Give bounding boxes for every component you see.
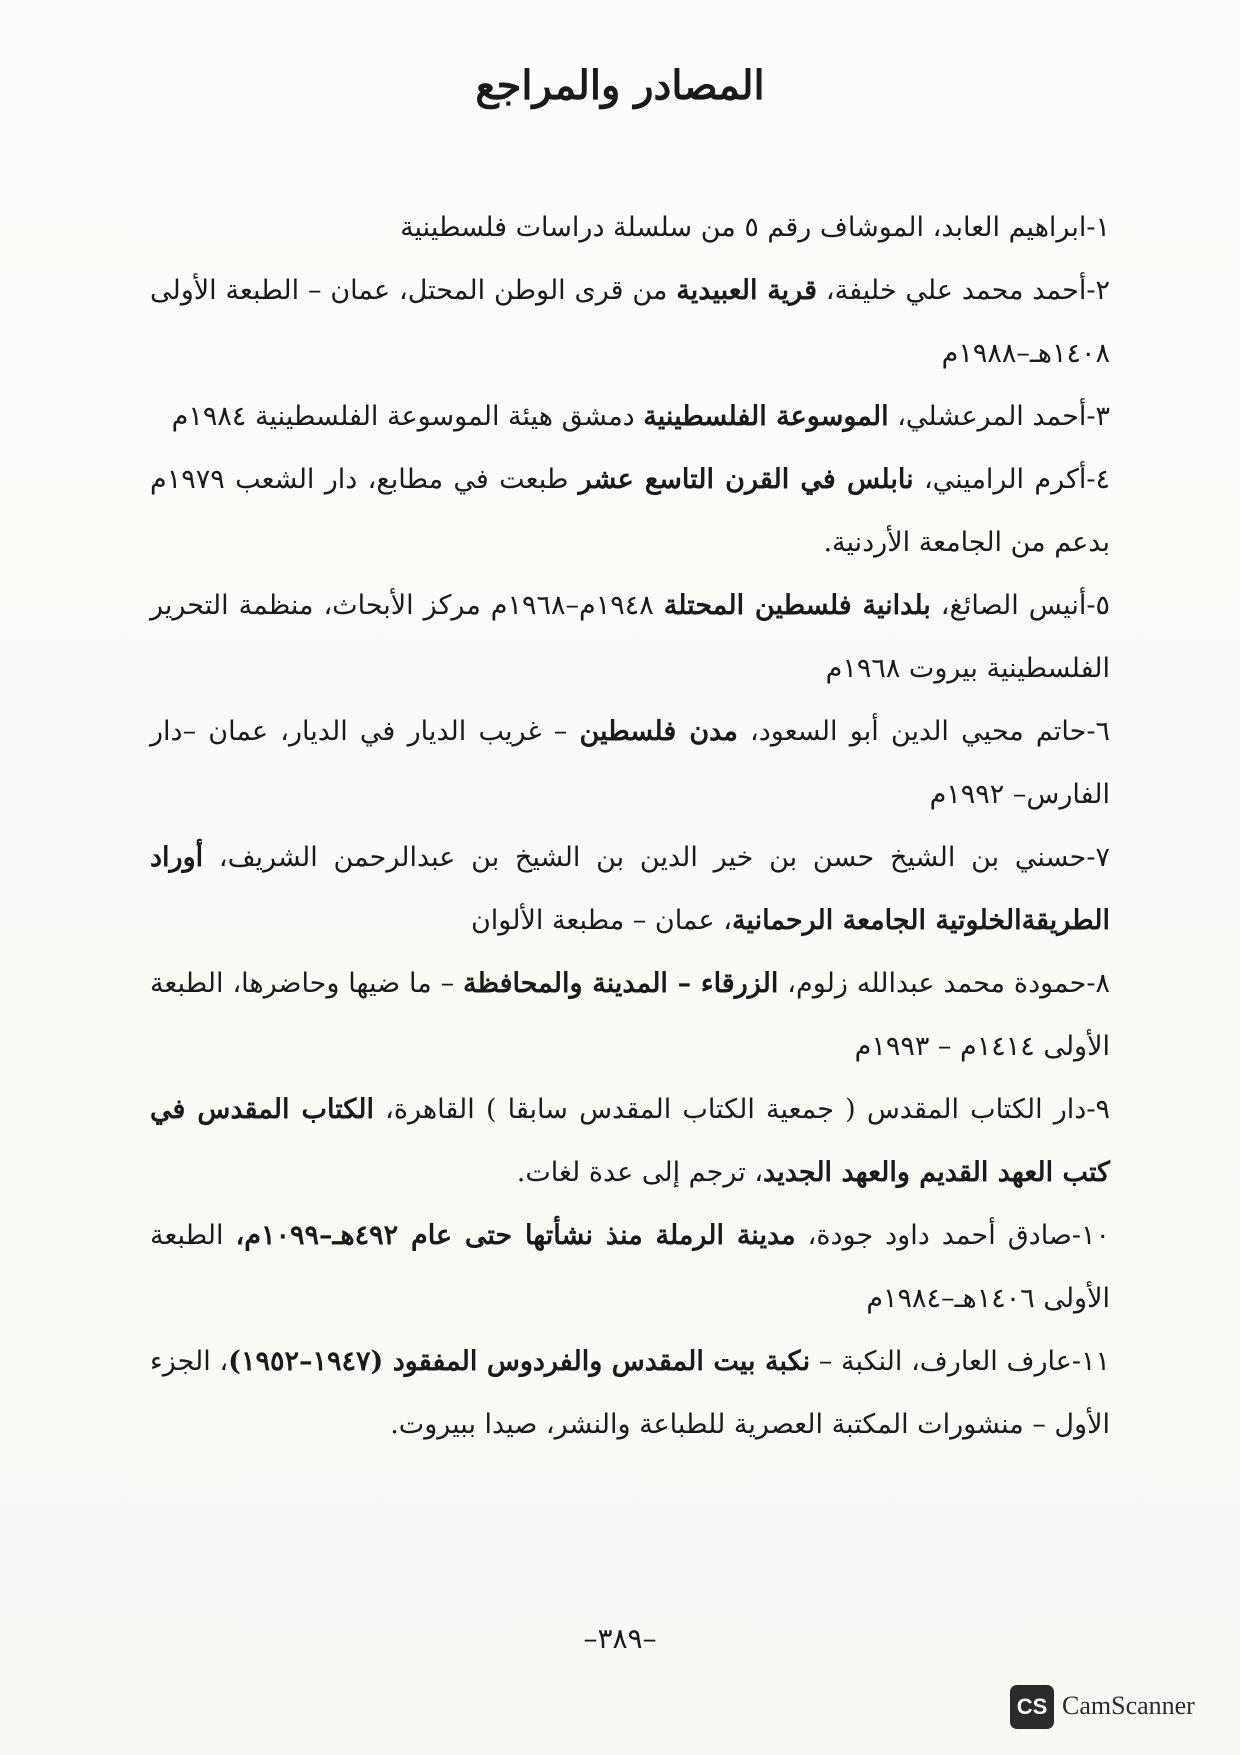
reference-text: من قرى الوطن المحتل، عمان – الطبعة الأولى ١٤٠٨هـ–١٩٨٨م (150, 275, 1110, 369)
reference-text: أحمد محمد علي خليفة، (817, 275, 1087, 306)
reference-number: ١١- (1071, 1346, 1111, 1377)
reference-text: عارف العارف، النكبة – (810, 1346, 1072, 1377)
reference-text: دمشق هيئة الموسوعة الفلسطينية ١٩٨٤م (171, 401, 644, 432)
references-list (150, 196, 1110, 1456)
reference-text: حسني بن الشيخ حسن بن خير الدين بن الشيخ بن عبدالرحمن الشريف، (203, 842, 1087, 873)
reference-number: ١- (1086, 212, 1110, 243)
reference-number: ٧- (1086, 842, 1110, 873)
reference-text: طبعت في مطابع، دار الشعب ١٩٧٩م بدعم من الجامعة الأردنية. (150, 464, 1110, 558)
page-title: المصادر والمراجع (475, 62, 765, 109)
reference-text: – ما ضيها وحاضرها، الطبعة الأولى ١٤١٤م – ١٩٩٣م (150, 968, 1110, 1062)
reference-item (150, 1330, 1110, 1456)
reference-text: دار الكتاب المقدس ( جمعية الكتاب المقدس سابقا ) القاهرة، (373, 1094, 1087, 1125)
reference-text: ، الجزء الأول – منشورات المكتبة العصرية للطباعة والنشر، صيدا ببيروت. (150, 1346, 1110, 1440)
reference-item (150, 826, 1110, 952)
reference-text: ابراهيم العابد، الموشاف رقم ٥ من سلسلة دراسات فلسطينية (400, 212, 1087, 243)
reference-number: ٥- (1086, 590, 1110, 621)
reference-text: – غريب الديار في الديار، عمان –دار الفارس– ١٩٩٢م (150, 716, 1110, 810)
reference-item (150, 448, 1110, 574)
reference-item (150, 574, 1110, 700)
reference-number: ٣- (1086, 401, 1110, 432)
reference-number: ٢- (1086, 275, 1110, 306)
reference-item (150, 259, 1110, 385)
reference-text: ، ترجم إلى عدة لغات. (516, 1157, 764, 1188)
reference-title: الموسوعة الفلسطينية (643, 401, 889, 432)
reference-text: صادق أحمد داود جودة، (795, 1220, 1072, 1251)
reference-item (150, 1204, 1110, 1330)
camscanner-logo-icon: CS (1010, 1685, 1054, 1729)
reference-text: حاتم محيي الدين أبو السعود، (737, 716, 1087, 747)
reference-title: نكبة بيت المقدس والفردوس المفقود (١٩٤٧–١٩٥٢) (228, 1346, 811, 1377)
reference-text: ١٩٤٨م–١٩٦٨م مركز الأبحاث، منظمة التحرير الفلسطينية بيروت ١٩٦٨م (150, 590, 1110, 684)
reference-number: ١٠- (1071, 1220, 1110, 1251)
reference-text: الطبعة الأولى ١٤٠٦هـ–١٩٨٤م (150, 1220, 1110, 1314)
reference-item (150, 385, 1110, 448)
reference-title: مدينة الرملة منذ نشأتها حتى عام ٤٩٢هـ–١٠٩٩م، (235, 1220, 796, 1251)
reference-text: أكرم الراميني، (913, 464, 1087, 495)
reference-number: ٦- (1086, 716, 1110, 747)
reference-number: ٩- (1086, 1094, 1110, 1125)
reference-text: أحمد المرعشلي، (888, 401, 1087, 432)
page-number: –٣٨٩– (583, 1622, 657, 1655)
reference-title: قرية العبيدية (676, 275, 817, 306)
reference-item (150, 1078, 1110, 1204)
reference-number: ٨- (1086, 968, 1110, 999)
reference-number: ٤- (1086, 464, 1110, 495)
reference-title: الزرقاء – المدينة والمحافظة (462, 968, 779, 999)
reference-item (150, 952, 1110, 1078)
reference-title: بلدانية فلسطين المحتلة (663, 590, 931, 621)
reference-text: ، عمان – مطبعة الألوان (470, 905, 732, 936)
reference-text: حمودة محمد عبدالله زلوم، (778, 968, 1087, 999)
reference-title: نابلس في القرن التاسع عشر (578, 464, 914, 495)
reference-title: أوراد الطريقةالخلوتية الجامعة الرحمانية (150, 842, 1110, 936)
reference-title: الكتاب المقدس في كتب العهد القديم والعهد الجديد (150, 1094, 1110, 1188)
reference-item (150, 700, 1110, 826)
camscanner-watermark: CamScanner (1062, 1691, 1195, 1720)
reference-title: مدن فلسطين (579, 716, 738, 747)
reference-item (150, 196, 1110, 259)
reference-text: أنيس الصائغ، (930, 590, 1087, 621)
